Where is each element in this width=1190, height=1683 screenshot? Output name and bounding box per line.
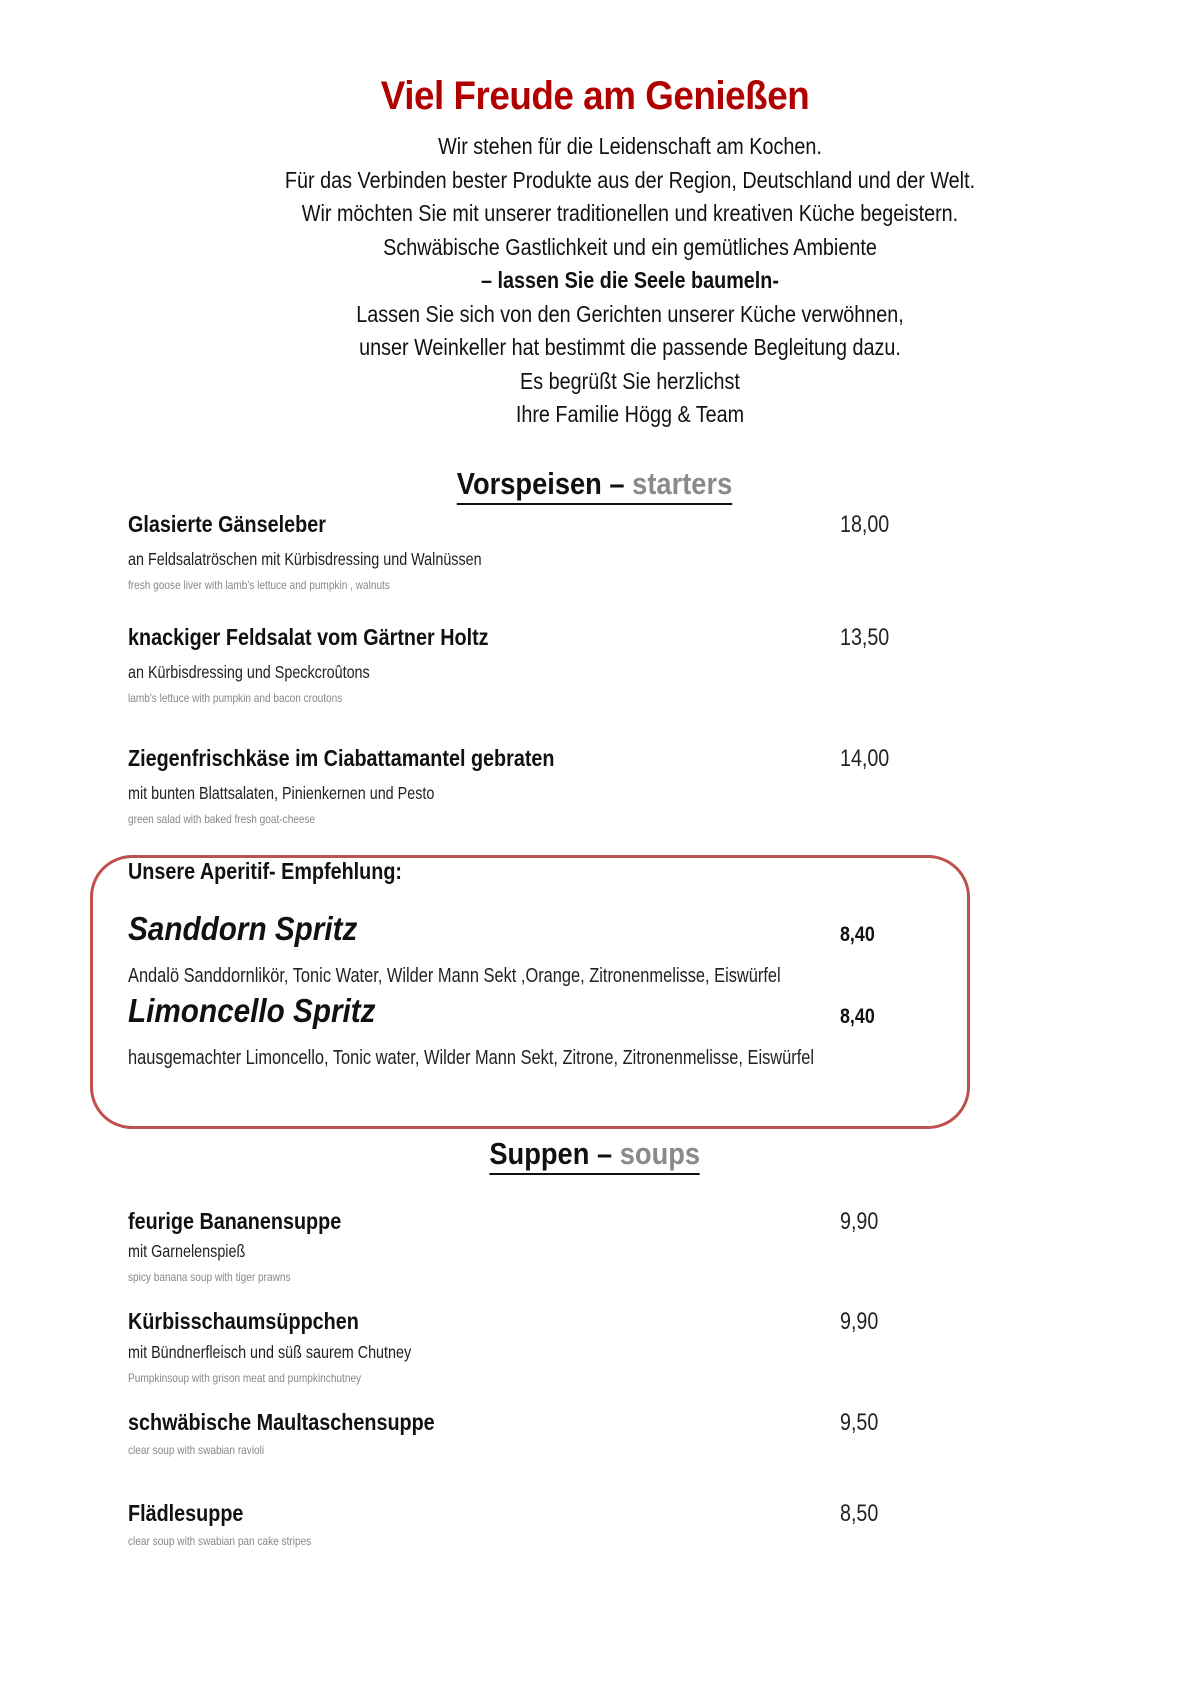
- menu-item-name: Glasierte Gänseleber: [128, 511, 326, 537]
- aperitif-heading: Unsere Aperitif- Empfehlung:: [128, 858, 403, 884]
- menu-item-name: Ziegenfrischkäse im Ciabattamantel gebraten: [128, 745, 555, 771]
- menu-item-price: 13,50: [840, 624, 890, 651]
- menu-item-english: fresh goose liver with lamb's lettuce and pumpkin , walnuts: [128, 578, 390, 592]
- starters-heading-de: Vorspeisen: [457, 466, 603, 501]
- soups-heading-de: Suppen: [489, 1136, 590, 1171]
- intro-line: Ihre Familie Högg & Team: [515, 401, 745, 427]
- menu-item-name: knackiger Feldsalat vom Gärtner Holtz: [128, 624, 489, 650]
- menu-item-name: Kürbisschaumsüppchen: [128, 1308, 359, 1334]
- page-title: Viel Freude am Genießen: [380, 74, 810, 118]
- menu-item-price: 9,90: [840, 1208, 879, 1235]
- starters-heading-en: starters: [632, 466, 733, 501]
- intro-line: Lassen Sie sich von den Gerichten unserer Küche verwöhnen,: [356, 300, 904, 327]
- intro-line: Wir möchten Sie mit unserer traditionellen und kreativen Küche begeistern.: [301, 200, 959, 226]
- drink-name: Limoncello Spritz: [128, 992, 376, 1029]
- menu-item-english: lamb's lettuce with pumpkin and bacon croutons: [128, 691, 343, 705]
- menu-item-price: 8,50: [840, 1500, 879, 1527]
- drink-desc: Andalö Sanddornlikör, Tonic Water, Wilder Mann Sekt ,Orange, Zitronenmelisse, Eiswürfel: [128, 965, 781, 987]
- menu-item-price: 14,00: [840, 745, 890, 772]
- intro-text: [160, 130, 1100, 432]
- menu-item-english: clear soup with swabian pan cake stripes: [128, 1534, 312, 1548]
- drink-name: Sanddorn Spritz: [128, 910, 358, 947]
- drink-price: 8,40: [840, 1005, 875, 1028]
- intro-line: Wir stehen für die Leidenschaft am Kochen.: [438, 133, 822, 159]
- menu-item-desc: an Kürbisdressing und Speckcroûtons: [128, 662, 370, 682]
- menu-item-name: schwäbische Maultaschensuppe: [128, 1409, 435, 1435]
- menu-item-english: green salad with baked fresh goat-cheese: [128, 812, 316, 826]
- menu-item-desc: mit bunten Blattsalaten, Pinienkernen und Pesto: [128, 783, 435, 803]
- drink-price: 8,40: [840, 923, 875, 946]
- intro-line: Schwäbische Gastlichkeit und ein gemütliches Ambiente: [383, 233, 877, 260]
- intro-line: Es begrüßt Sie herzlichst: [520, 367, 740, 394]
- menu-item-english: clear soup with swabian ravioli: [128, 1443, 265, 1457]
- menu-item-price: 9,50: [840, 1409, 879, 1436]
- menu-item-name: Flädlesuppe: [128, 1500, 244, 1526]
- intro-line: Für das Verbinden bester Produkte aus der Region, Deutschland und der Welt.: [284, 166, 976, 193]
- starters-heading-sep: –: [602, 466, 633, 501]
- menu-item-price: 9,90: [840, 1308, 879, 1335]
- soups-heading-en: soups: [620, 1136, 701, 1171]
- menu-item-english: Pumpkinsoup with grison meat and pumpkinchutney: [128, 1371, 362, 1385]
- drink-desc: hausgemachter Limoncello, Tonic water, Wilder Mann Sekt, Zitrone, Zitronenmelisse, Eiswürfel: [128, 1047, 815, 1069]
- intro-line: unser Weinkeller hat bestimmt die passende Begleitung dazu.: [359, 334, 901, 360]
- starters-heading: [0, 466, 1190, 505]
- soups-heading: [0, 1136, 1190, 1175]
- menu-item-name: feurige Bananensuppe: [128, 1208, 342, 1234]
- menu-item-desc: an Feldsalatröschen mit Kürbisdressing und Walnüssen: [128, 549, 482, 569]
- menu-item-desc: mit Bündnerfleisch und süß saurem Chutney: [128, 1342, 412, 1362]
- menu-item-english: spicy banana soup with tiger prawns: [128, 1270, 291, 1284]
- menu-item-price: 18,00: [840, 511, 890, 538]
- soups-heading-sep: –: [589, 1136, 621, 1171]
- intro-line-bold: – lassen Sie die Seele baumeln-: [481, 267, 779, 293]
- menu-item-desc: mit Garnelenspieß: [128, 1241, 246, 1261]
